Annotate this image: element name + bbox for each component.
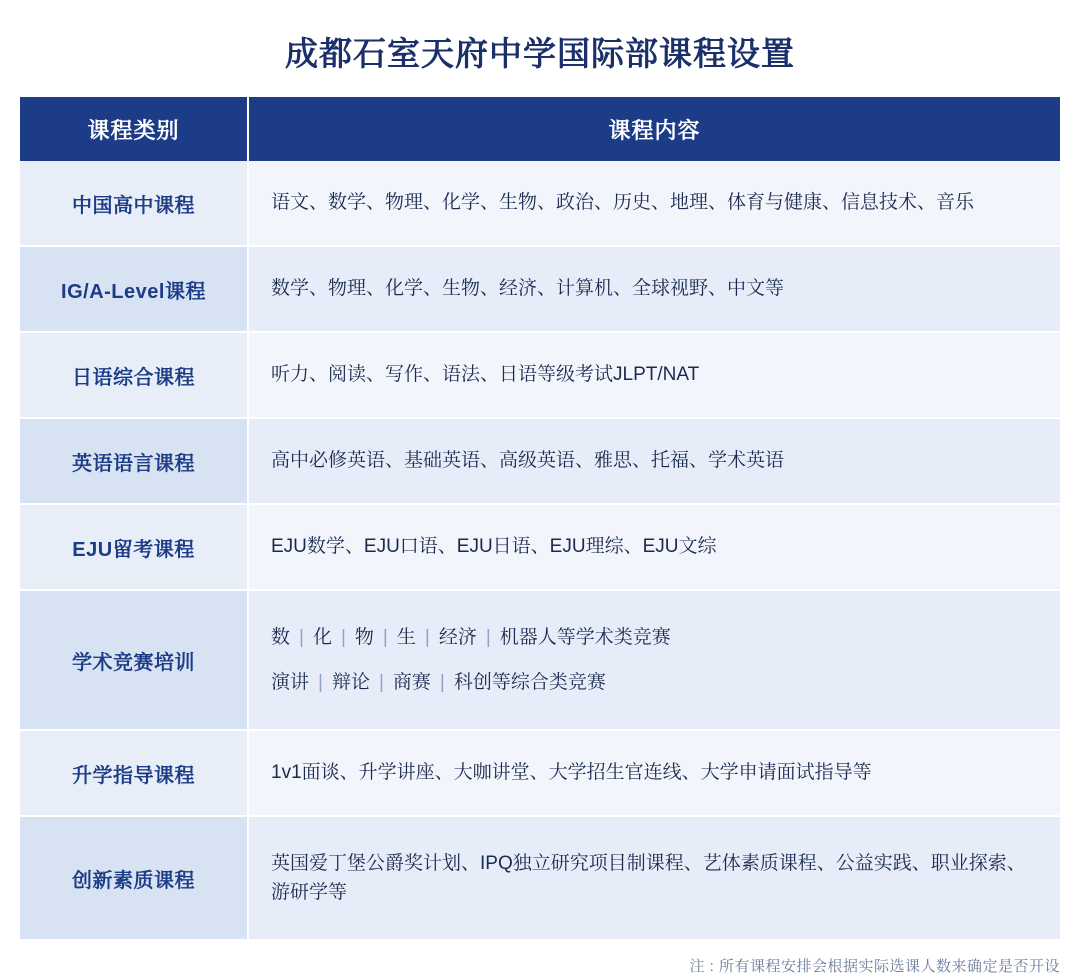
row-category: 升学指导课程: [20, 730, 248, 816]
table-row: [20, 246, 1060, 332]
separator-icon: |: [299, 627, 304, 649]
content-part: 机器人等学术类竞赛: [499, 627, 671, 649]
table-row: [20, 161, 1060, 246]
row-category: 英语语言课程: [20, 418, 248, 504]
separator-icon: |: [424, 627, 430, 649]
content-part: 化: [312, 627, 332, 649]
content-part: 科创等综合类竞赛: [453, 671, 606, 693]
row-category: 创新素质课程: [20, 816, 248, 940]
table-footnote: 注 : 所有课程安排会根据实际选课人数来确定是否开设: [689, 958, 1060, 975]
table-header: [20, 97, 1060, 161]
separator-icon: |: [318, 671, 323, 693]
page-title: 成都石室天府中学国际部课程设置: [285, 35, 795, 72]
row-content: 英国爱丁堡公爵奖计划、IPQ独立研究项目制课程、艺体素质课程、公益实践、职业探索、游研学等: [248, 816, 1060, 940]
table-row: [20, 418, 1060, 504]
row-content: [248, 590, 1060, 730]
row-category: EJU留考课程: [20, 504, 248, 590]
content-part: 辩论: [331, 671, 370, 693]
row-content-line: [271, 620, 1060, 664]
table-row: [20, 730, 1060, 816]
row-content: 语文、数学、物理、化学、生物、政治、历史、地理、体育与健康、信息技术、音乐: [248, 161, 1060, 246]
separator-icon: |: [378, 671, 384, 693]
row-category: 日语综合课程: [20, 332, 248, 418]
table-body: [20, 161, 1060, 940]
content-part: 数: [271, 627, 291, 649]
separator-icon: |: [439, 671, 445, 693]
row-category: 学术竞赛培训: [20, 590, 248, 730]
row-category: IG/A-Level课程: [20, 246, 248, 332]
row-content-line: [271, 665, 1060, 700]
row-category: 中国高中课程: [20, 161, 248, 246]
separator-icon: |: [340, 627, 346, 649]
separator-icon: |: [382, 627, 388, 649]
row-content: 高中必修英语、基础英语、高级英语、雅思、托福、学术英语: [248, 418, 1060, 504]
content-part: 生: [396, 627, 416, 649]
table-row: [20, 504, 1060, 590]
column-header-category: 课程类别: [20, 97, 248, 161]
content-part: 经济: [438, 627, 477, 649]
content-part: 商赛: [392, 671, 431, 693]
course-table: [20, 97, 1060, 941]
row-content: 1v1面谈、升学讲座、大咖讲堂、大学招生官连线、大学申请面试指导等: [248, 730, 1060, 816]
separator-icon: |: [485, 627, 491, 649]
content-part: 演讲: [271, 671, 310, 693]
table-row: [20, 816, 1060, 940]
table-row: [20, 332, 1060, 418]
table-row: [20, 590, 1060, 730]
row-content: 听力、阅读、写作、语法、日语等级考试JLPT/NAT: [248, 332, 1060, 418]
row-content: EJU数学、EJU口语、EJU日语、EJU理综、EJU文综: [248, 504, 1060, 590]
row-content: 数学、物理、化学、生物、经济、计算机、全球视野、中文等: [248, 246, 1060, 332]
column-header-content: 课程内容: [248, 97, 1060, 161]
table-header-row: [20, 97, 1060, 161]
content-part: 物: [354, 627, 374, 649]
